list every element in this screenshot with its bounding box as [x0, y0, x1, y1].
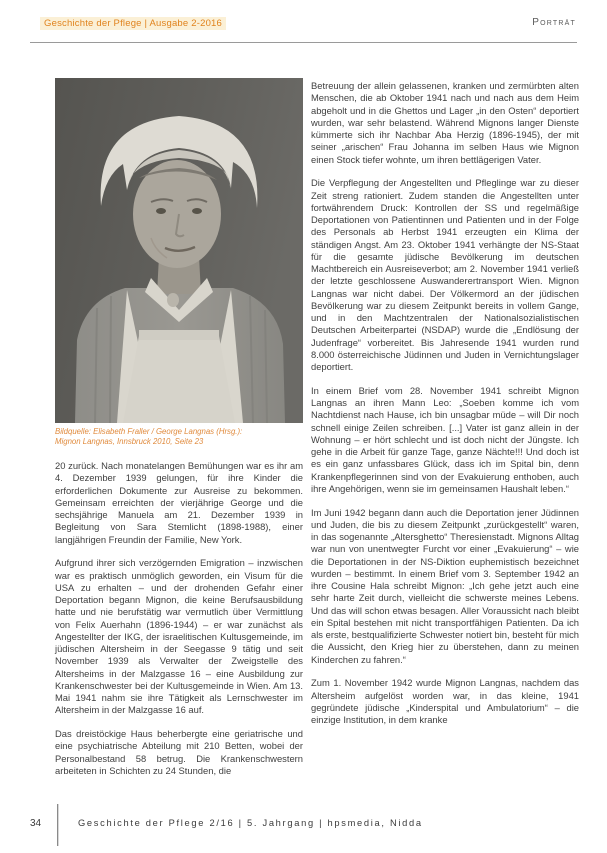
section-label: Porträt — [532, 17, 576, 28]
portrait-photo — [55, 78, 303, 423]
footer-imprint: Geschichte der Pflege 2/16 | 5. Jahrgang | hpsmedia, Nidda — [78, 818, 423, 828]
photo-caption-line1: Bildquelle: Elisabeth Fraller / George Langnas (Hrsg.): — [55, 427, 243, 436]
page-number: 34 — [30, 818, 42, 829]
paragraph: Das dreistöckige Haus beherbergte eine geriatrische und eine psychiatrische Abteilung mit 210 Betten, wobei der Personalbestand 58 betrug. Die Krankenschwestern arbeiteten in Schichten zu 24 Stunden, die — [55, 728, 303, 776]
paragraph: In einem Brief vom 28. November 1941 schreibt Mignon Langnas an ihren Mann Leo: „Soeben komme ich vom Nachtdienst nach Hause, ich bin unsagbar müde – will Dir noch schnell einige Zeilen schreiben. [...] Vater ist ganz allein in der Wohnung – er hört schlecht und ist doch nicht der Jüngste. Ich gehe in die Arbeit für ganze Tage, ganze Nächte!!! Und doch ist es ein ganz unfassbares Glück, dass ich im Spital bin, denn Krankenpflegerinnen sind von der Evakuierung enthoben, auch ihre Angehörigen, wenn sie im gemeinsamen Haushalt leben.“ — [311, 384, 579, 494]
paragraph: Aufgrund ihrer sich verzögernden Emigration – inzwischen war es praktisch unmöglich geworden, ein Visum für die USA zu erhalten – und der drohenden Gefahr einer Deportation begann Mignon, die keine Berufsausbildung hatte und nie berufstätig war vermutlich über Vermittlung von Felix Auerhahn (1896-1944) – er war zunächst als Angestellter der IKG, der israelitischen Kultusgemeinde, im jüdischen Altersheim in der Seegasse 9 tätig und seit November 1939 als Verwalter der Zweigstelle des Altersheims in der Malzgasse 16 – eine Ausbildung zur Krankenschwester bei der Kultusgemeinde in Wien. Am 13. Mai 1941 nahm sie ihre Tätigkeit als Lernschwester im Altersheim in der Malzgasse 16 auf. — [55, 557, 303, 716]
left-column — [55, 78, 303, 789]
paragraph: Die Verpflegung der Angestellten und Pfleglinge war zu dieser Zeit streng rationiert. Zudem standen die Angestellten unter fortwährendem Druck: Kontrollen der SS und regelmäßige Deportationen von Patientinnen und Patienten und in der Folge des Personals ab Herbst 1941 erzeugten ein Klima der ständigen Angst. Am 23. Oktober 1941 verhängte der NS-Staat für die gesamte jüdische Bevölkerung im deutschen Machtbereich ein Ausreiseverbot; am 2. November 1941 verließ der letzte geschlossene Auswanderertransport Wien. Mignon Langnas war nicht dabei. Der Völkermord an der jüdischen Bevölkerung war zu diesem Zeitpunkt bereits in vollem Gange, und in den Machtzentralen der Nationalsozialistischen Deutschen Arbeiterpartei (NSDAP) wurde die „Endlösung der Judenfrage“ vorbereitet. Bis Jahresende 1941 wurden rund 8.000 österreichische Jüdinnen und Juden in Vernichtungslager deportiert. — [311, 177, 579, 372]
paragraph: Betreuung der allein gelassenen, kranken und zermürbten alten Menschen, die ab Oktober 1941 nach und nach aus dem Heim abgeholt und in die Ghettos und Lager „in den Osten“ deportiert wurden, war sehr belastend. Während Mignons langer Dienste kümmerte sich ihr Nachbar Aba Herzig (1896-1945), der mit seiner „arischen“ Frau Johanna im selben Haus wie Mignon einen Stock tiefer wohnte, um ihren bettlägerigen Vater. — [311, 80, 579, 165]
paragraph: Im Juni 1942 begann dann auch die Deportation jener Jüdinnen und Juden, die bis zu diesem Zeitpunkt „zurückgestellt“ waren, in das sogenannte „Altersghetto“ Theresienstadt. Mignons Alltag war nun von unentwegter Furcht vor einer „Evakuierung“ – wie die Deportationen in der NS-Diktion euphemistisch bezeichnet wurden – bestimmt. In einem Brief vom 3. September 1942 an ihre Cousine Hala schreibt Mignon: „Ich gehe jetzt auch eine sehr harte Zeit durch, vielleicht die schwerste meines Lebens. Und das will schon etwas besagen. Aller Voraussicht nach bleibt ein Spital bestehen mit nicht transportfähigen Patienten. Da ich als erste, bestqualifizierte Schwester notiert bin, besteht für mich die Aussicht, den Krieg hier zu überstehen, dann zu meinen Kinderchen zu fahren.“ — [311, 506, 579, 665]
paragraph: Zum 1. November 1942 wurde Mignon Langnas, nachdem das Altersheim aufgelöst worden war, in das kleine, 1941 gegründete jüdische „Kinderspital und Ambulatorium“ – die einzige Institution, in dem kranke — [311, 677, 579, 725]
journal-title: Geschichte der Pflege | Ausgabe 2-2016 — [40, 17, 226, 30]
header-divider — [30, 42, 577, 43]
footer-divider — [57, 804, 59, 846]
paragraph: 20 zurück. Nach monatelangen Bemühungen war es ihr am 4. Dezember 1939 gelungen, für ihre Kinder die erforderlichen Dokumente zur Ausreise zu bekommen. Gemeinsam erreichten der vierjährige George und die sechsjährige Manuela am 21. Dezember 1939 in Begleitung von Sara Stemlicht (1898-1988), einer langjährigen Freundin der Familie, New York. — [55, 460, 303, 545]
right-column — [311, 80, 579, 738]
photo-caption — [55, 427, 303, 447]
photo-caption-line2: Mignon Langnas, Innsbruck 2010, Seite 23 — [55, 437, 204, 446]
